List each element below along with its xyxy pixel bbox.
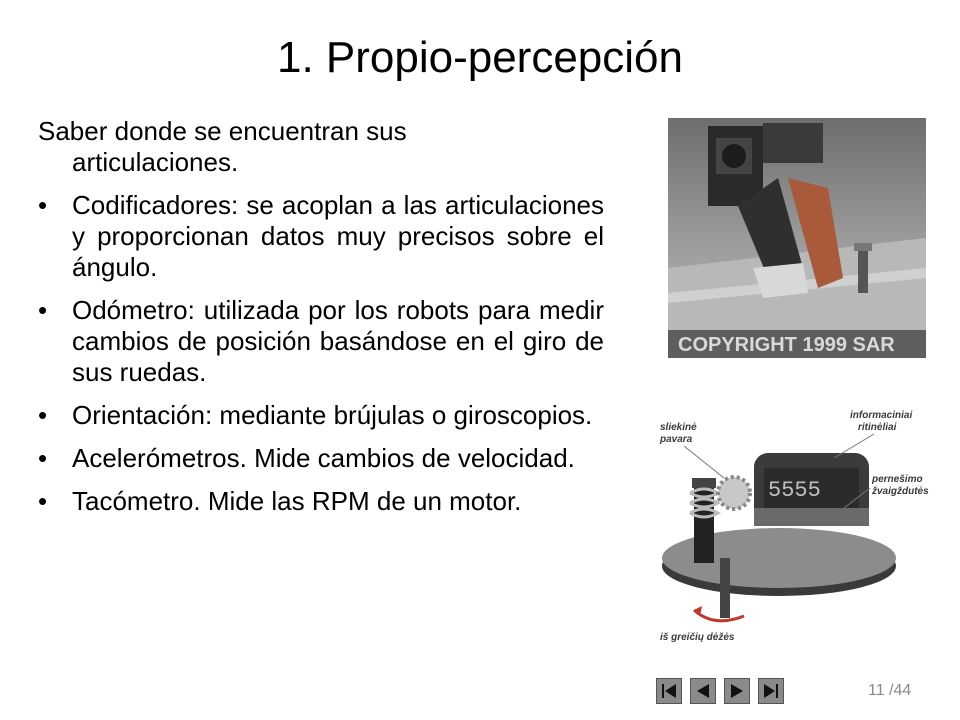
intro-line-2: articulaciones. xyxy=(72,147,239,177)
bullet-odometro: • Odómetro: utilizada por los robots para medir cambios de posición basándose en el giro de sus ruedas. xyxy=(38,295,604,388)
next-slide-button[interactable] xyxy=(724,678,750,704)
label-sliekine-line2: pavara xyxy=(660,434,693,445)
first-icon xyxy=(660,682,678,700)
last-icon xyxy=(762,682,780,700)
copyright-text: COPYRIGHT 1999 SAR xyxy=(678,334,895,356)
previous-slide-button[interactable] xyxy=(690,678,716,704)
slide-navigation xyxy=(656,678,792,704)
odometer-illustration xyxy=(654,398,944,652)
intro-paragraph xyxy=(38,116,604,178)
first-slide-button[interactable] xyxy=(656,678,682,704)
previous-icon xyxy=(694,682,712,700)
robot-gripper-illustration xyxy=(668,118,926,358)
bullet-tacometro: • Tacómetro. Mide las RPM de un motor. xyxy=(38,486,604,517)
label-greiciu: iš greičių dėžės xyxy=(660,632,735,643)
robot-gripper-photo xyxy=(668,118,926,358)
next-icon xyxy=(728,682,746,700)
odometer-diagram xyxy=(654,398,944,652)
current-page: 11 xyxy=(868,682,885,699)
slide-title: 1. Propio-percepción xyxy=(276,33,683,82)
intro-line-1: Saber donde se encuentran sus xyxy=(38,116,407,146)
last-slide-button[interactable] xyxy=(758,678,784,704)
page-indicator xyxy=(868,678,911,704)
bullet-orientacion: • Orientación: mediante brújulas o giroscopios. xyxy=(38,400,604,431)
label-info-line2: ritinėliai xyxy=(858,422,897,433)
total-pages: /44 xyxy=(889,682,912,699)
label-sliekine-line1: sliekinė xyxy=(660,422,697,433)
bullet-codificadores: • Codificadores: se acoplan a las articulaciones y proporcionan datos muy precisos sobre el ángulo. xyxy=(38,190,604,283)
svg-text:5555: 5555 xyxy=(768,478,821,503)
label-pernesimo-line1: pernešimo xyxy=(872,474,923,485)
bullet-acelerometros: • Acelerómetros. Mide cambios de velocidad. xyxy=(38,443,604,474)
slide-content xyxy=(38,116,604,529)
label-pernesimo-line2: žvaigždutės xyxy=(872,486,929,497)
bullet-list xyxy=(38,190,604,517)
label-info-line1: informaciniai xyxy=(850,410,913,421)
